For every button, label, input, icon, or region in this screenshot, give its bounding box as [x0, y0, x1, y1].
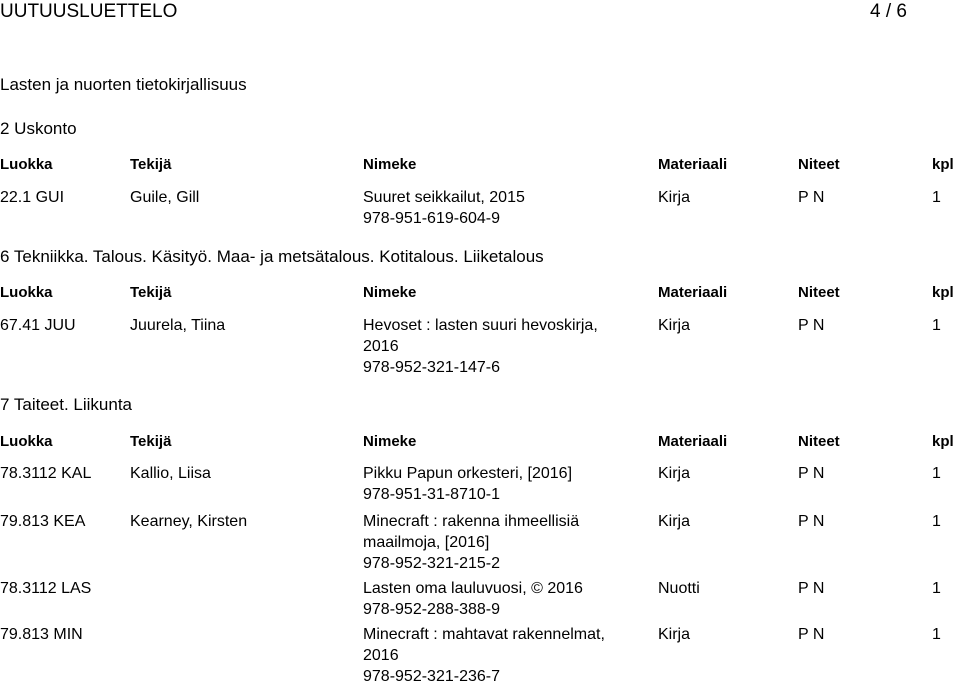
cell-luokka: 67.41 JUU: [0, 317, 76, 334]
cell-luokka: 78.3112 LAS: [0, 580, 92, 597]
col-header-luokka: Luokka: [0, 433, 53, 450]
cell-materiaali: Kirja: [658, 189, 691, 206]
col-header-luokka: Luokka: [0, 156, 53, 173]
nimeke-line: Minecraft : mahtavat rakennelmat,: [363, 626, 605, 643]
cell-materiaali: Kirja: [658, 317, 691, 334]
cell-niteet: P N: [798, 465, 825, 482]
cell-niteet: P N: [798, 513, 825, 530]
cell-tekija: Juurela, Tiina: [130, 317, 226, 334]
nimeke-line: Minecraft : rakenna ihmeellisiä: [363, 513, 580, 530]
col-header-niteet: Niteet: [798, 433, 840, 450]
isbn: 978-952-321-215-2: [363, 555, 500, 572]
cell-niteet: P N: [798, 580, 825, 597]
section-heading-uskonto: 2 Uskonto: [0, 119, 77, 138]
col-header-materiaali: Materiaali: [658, 433, 728, 450]
cell-kpl: 1: [932, 513, 941, 530]
cell-nimeke: [363, 578, 643, 620]
cell-nimeke: [363, 187, 643, 229]
cell-tekija: Kearney, Kirsten: [130, 513, 248, 530]
isbn: 978-951-31-8710-1: [363, 486, 500, 503]
main-heading: Lasten ja nuorten tietokirjallisuus: [0, 75, 247, 94]
isbn: 978-952-321-236-7: [363, 668, 500, 685]
cell-nimeke: [363, 463, 643, 505]
cell-nimeke: [363, 511, 643, 574]
cell-materiaali: Kirja: [658, 465, 691, 482]
col-header-kpl: kpl: [932, 156, 954, 173]
page-number: 4 / 6: [870, 1, 907, 22]
cell-niteet: P N: [798, 189, 825, 206]
nimeke-line: 2016: [363, 647, 399, 664]
cell-nimeke: [363, 315, 643, 378]
col-header-luokka: Luokka: [0, 284, 53, 301]
cell-nimeke: [363, 624, 643, 687]
nimeke-line: Pikku Papun orkesteri, [2016]: [363, 465, 573, 482]
col-header-niteet: Niteet: [798, 284, 840, 301]
section-heading-tekniikka: 6 Tekniikka. Talous. Käsityö. Maa- ja metsätalous. Kotitalous. Liiketalous: [0, 247, 544, 266]
cell-luokka: 79.813 MIN: [0, 626, 83, 643]
nimeke-line: Hevoset : lasten suuri hevoskirja,: [363, 317, 598, 334]
col-header-tekija: Tekijä: [130, 433, 172, 450]
col-header-nimeke: Nimeke: [363, 433, 417, 450]
cell-materiaali: Nuotti: [658, 580, 700, 597]
cell-tekija: Guile, Gill: [130, 189, 200, 206]
nimeke-line: maailmoja, [2016]: [363, 534, 490, 551]
cell-tekija: Kallio, Liisa: [130, 465, 211, 482]
document-title: UUTUUSLUETTELO: [0, 1, 178, 22]
cell-materiaali: Kirja: [658, 626, 691, 643]
col-header-materiaali: Materiaali: [658, 284, 728, 301]
cell-kpl: 1: [932, 626, 941, 643]
isbn: 978-951-619-604-9: [363, 210, 500, 227]
col-header-nimeke: Nimeke: [363, 156, 417, 173]
cell-luokka: 22.1 GUI: [0, 189, 65, 206]
cell-niteet: P N: [798, 626, 825, 643]
col-header-kpl: kpl: [932, 284, 954, 301]
cell-kpl: 1: [932, 317, 941, 334]
nimeke-line: Lasten oma lauluvuosi, © 2016: [363, 580, 583, 597]
section-heading-taiteet: 7 Taiteet. Liikunta: [0, 395, 132, 414]
cell-kpl: 1: [932, 465, 941, 482]
cell-kpl: 1: [932, 580, 941, 597]
col-header-nimeke: Nimeke: [363, 284, 417, 301]
col-header-tekija: Tekijä: [130, 284, 172, 301]
nimeke-line: Suuret seikkailut, 2015: [363, 189, 525, 206]
cell-kpl: 1: [932, 189, 941, 206]
col-header-tekija: Tekijä: [130, 156, 172, 173]
isbn: 978-952-321-147-6: [363, 359, 500, 376]
cell-luokka: 78.3112 KAL: [0, 465, 92, 482]
nimeke-line: 2016: [363, 338, 399, 355]
col-header-niteet: Niteet: [798, 156, 840, 173]
col-header-kpl: kpl: [932, 433, 954, 450]
col-header-materiaali: Materiaali: [658, 156, 728, 173]
isbn: 978-952-288-388-9: [363, 601, 500, 618]
cell-niteet: P N: [798, 317, 825, 334]
cell-materiaali: Kirja: [658, 513, 691, 530]
cell-luokka: 79.813 KEA: [0, 513, 86, 530]
